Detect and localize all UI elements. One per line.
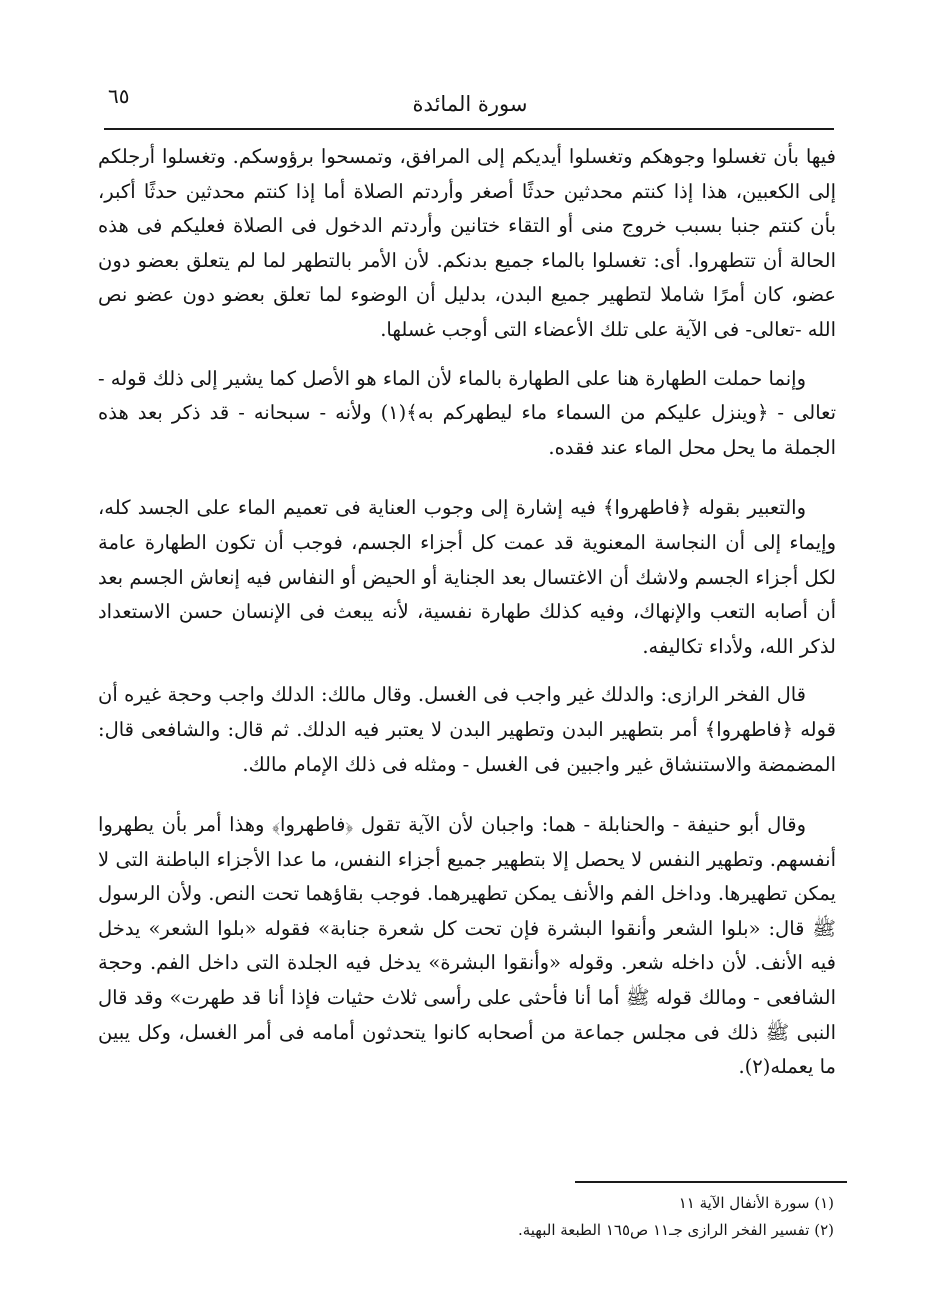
paragraph-4: قال الفخر الرازى: والدلك غير واجب فى الغسل. وقال مالك: الدلك واجب وحجة غيره أن قوله ﴿فاطهروا﴾ أمر بتطهير البدن وتطهير البدن لا يعتبر فيه الدلك. ثم قال: والشافعى قال: المضمضة والاستنشاق غير واجبين فى الغسل - ومثله فى ذلك الإمام مالك. <box>98 683 836 776</box>
paragraph-3: والتعبير بقوله ﴿فاطهروا﴾ فيه إشارة إلى وجوب العناية فى تعميم الماء على الجسد كله، وإيماء إلى أن النجاسة المعنوية قد عمت كل أجزاء الجسم، فوجب أن تكون الطهارة عامة لكل أجزاء الجسم ولاشك أن الاغتسال بعد الجناية أو الحيض أو النفاس فيه إنعاش الجسم بعد أن أصابه التعب والإنهاك، وفيه كذلك طهارة نفسية، لأنه يبعث فى الإنسان حسن الاستعداد لذكر الله، ولأداء تكاليفه. <box>98 496 836 658</box>
header-divider <box>104 128 834 130</box>
footnotes <box>440 1190 834 1244</box>
footnote-divider <box>575 1181 847 1183</box>
page-title: سورة المائدة <box>412 92 528 116</box>
paragraph-2: وإنما حملت الطهارة هنا على الطهارة بالماء لأن الماء هو الأصل كما يشير إلى ذلك قوله - تعالى - ﴿وينزل عليكم من السماء ماء ليطهركم به﴾(١) ولأنه - سبحانه - قد ذكر بعد هذه الجملة ما يحل محل الماء عند فقده. <box>98 366 836 459</box>
page-header <box>108 84 832 126</box>
paragraph-1: فيها بأن تغسلوا وجوهكم وتغسلوا أيديكم إلى المرافق، وتمسحوا برؤوسكم. وتغسلوا أرجلكم إلى الكعبين، هذا إذا كنتم محدثين حدثًا أصغر وأردتم الصلاة أما إذا كنتم محدثين حدثًا أكبر، بأن كنتم جنبا بسبب خروج منى أو التقاء ختانين وأردتم الدخول فى الصلاة فعليكم فى هذه الحالة أن تتطهروا. أى: تغسلوا بالماء جميع بدنكم. لأن الأمر بالتطهر لما لم يتعلق بعضو دون عضو، كان أمرًا شاملا لتطهير جميع البدن، بدليل أن الوضوء لما تعلق بعضو دون عضو نص الله -تعالى- فى الآية على تلك الأعضاء التى أوجب غسلها. <box>98 145 836 341</box>
page-number: ٦٥ <box>108 84 130 108</box>
footnote-2: (٢) تفسير الفخر الرازى جـ١١ ص١٦٥ الطبعة البهية. <box>517 1221 834 1239</box>
body-text <box>98 140 836 1085</box>
paragraph-5: وقال أبو حنيفة - والحنابلة - هما: واجبان لأن الآية تقول ﴿فاطهروا﴾ وهذا أمر بأن يطهروا أنفسهم. وتطهير النفس لا يحصل إلا بتطهير جميع أجزاء النفس، ما عدا الأجزاء الباطنة التى لا يمكن تطهيرها. وداخل الفم والأنف يمكن تطهيرهما. فوجب بقاؤهما تحت النص. ولأن الرسول ﷺ قال: «بلوا الشعر وأنقوا البشرة فإن تحت كل شعرة جنابة» فقوله «بلوا الشعر» يدخل فيه الأنف. لأن داخله شعر. وقوله «وأنقوا البشرة» يدخل فيه الجلدة التى داخل الفم. وحجة الشافعى - ومالك قوله ﷺ أما أنا فأحثى على رأسى ثلاث حثيات فإذا أنا قد طهرت» وقد قال النبى ﷺ ذلك فى مجلس جماعة من أصحابه كانوا يتحدثون أمامه فى أمر الغسل، وكل يبين ما يعمله(٢). <box>98 813 836 1079</box>
footnote-1: (١) سورة الأنفال الآية ١١ <box>678 1194 834 1212</box>
